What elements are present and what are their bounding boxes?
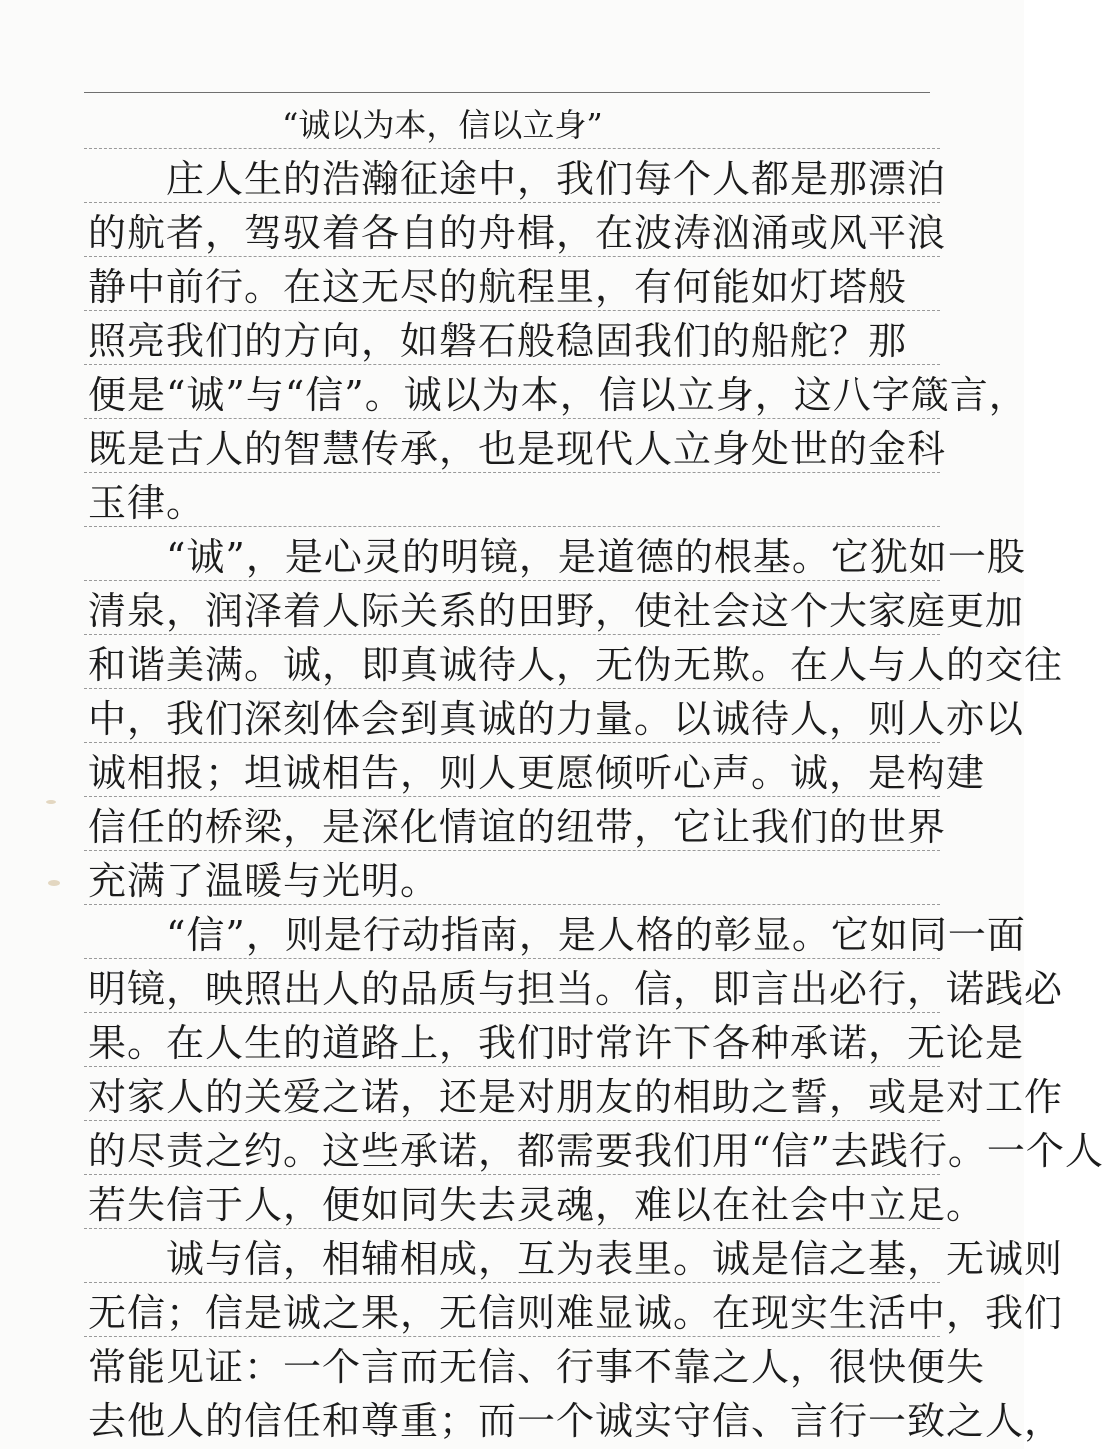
text-line: 照亮我们的方向，如磐石般稳固我们的船舵？那	[88, 319, 908, 363]
text-line: 中，我们深刻体会到真诚的力量。以诚待人，则人亦以	[88, 697, 1025, 741]
text-line: 明镜，映照出人的品质与担当。信，即言出必行，诺践必	[88, 967, 1064, 1011]
paper-speck	[48, 880, 60, 886]
text-line: 玉律。	[88, 481, 206, 525]
text-line: 诚与信，相辅相成，互为表里。诚是信之基，无诚则	[88, 1237, 1064, 1281]
text-line: 诚相报；坦诚相告，则人更愿倾听心声。诚，是构建	[88, 751, 986, 795]
text-line: 静中前行。在这无尽的航程里，有何能如灯塔般	[88, 265, 908, 309]
text-line: 清泉，润泽着人际关系的田野，使社会这个大家庭更加	[88, 589, 1025, 633]
essay-title: “诚以为本，信以立身”	[282, 106, 603, 144]
text-line: “诚”，是心灵的明镜，是道德的根基。它犹如一股	[88, 535, 1026, 579]
text-line: 若失信于人，便如同失去灵魂，难以在社会中立足。	[88, 1183, 986, 1227]
text-line: “信”，则是行动指南，是人格的彰显。它如同一面	[88, 913, 1026, 957]
text-line: 对家人的关爱之诺，还是对朋友的相助之誓，或是对工作	[88, 1075, 1064, 1119]
text-line: 便是“诚”与“信”。诚以为本，信以立身，这八字箴言，	[88, 373, 1028, 417]
paper-speck	[46, 800, 56, 804]
text-line: 信任的桥梁，是深化情谊的纽带，它让我们的世界	[88, 805, 947, 849]
text-line: 的航者，驾驭着各自的舟楫，在波涛汹涌或风平浪	[88, 211, 947, 255]
top-rule	[84, 92, 930, 93]
ruled-line	[84, 148, 940, 149]
text-line: 充满了温暖与光明。	[88, 859, 440, 903]
text-line: 的尽责之约。这些承诺，都需要我们用“信”去践行。一个人	[88, 1129, 1104, 1173]
text-line: 庄人生的浩瀚征途中，我们每个人都是那漂泊	[88, 157, 947, 201]
text-line: 去他人的信任和尊重；而一个诚实守信、言行一致之人，	[88, 1399, 1064, 1443]
text-line: 常能见证：一个言而无信、行事不靠之人，很快便失	[88, 1345, 986, 1389]
text-line: 果。在人生的道路上，我们时常许下各种承诺，无论是	[88, 1021, 1025, 1065]
text-line: 无信；信是诚之果，无信则难显诚。在现实生活中，我们	[88, 1291, 1064, 1335]
text-line: 既是古人的智慧传承，也是现代人立身处世的金科	[88, 427, 947, 471]
text-line: 和谐美满。诚，即真诚待人，无伪无欺。在人与人的交往	[88, 643, 1064, 687]
